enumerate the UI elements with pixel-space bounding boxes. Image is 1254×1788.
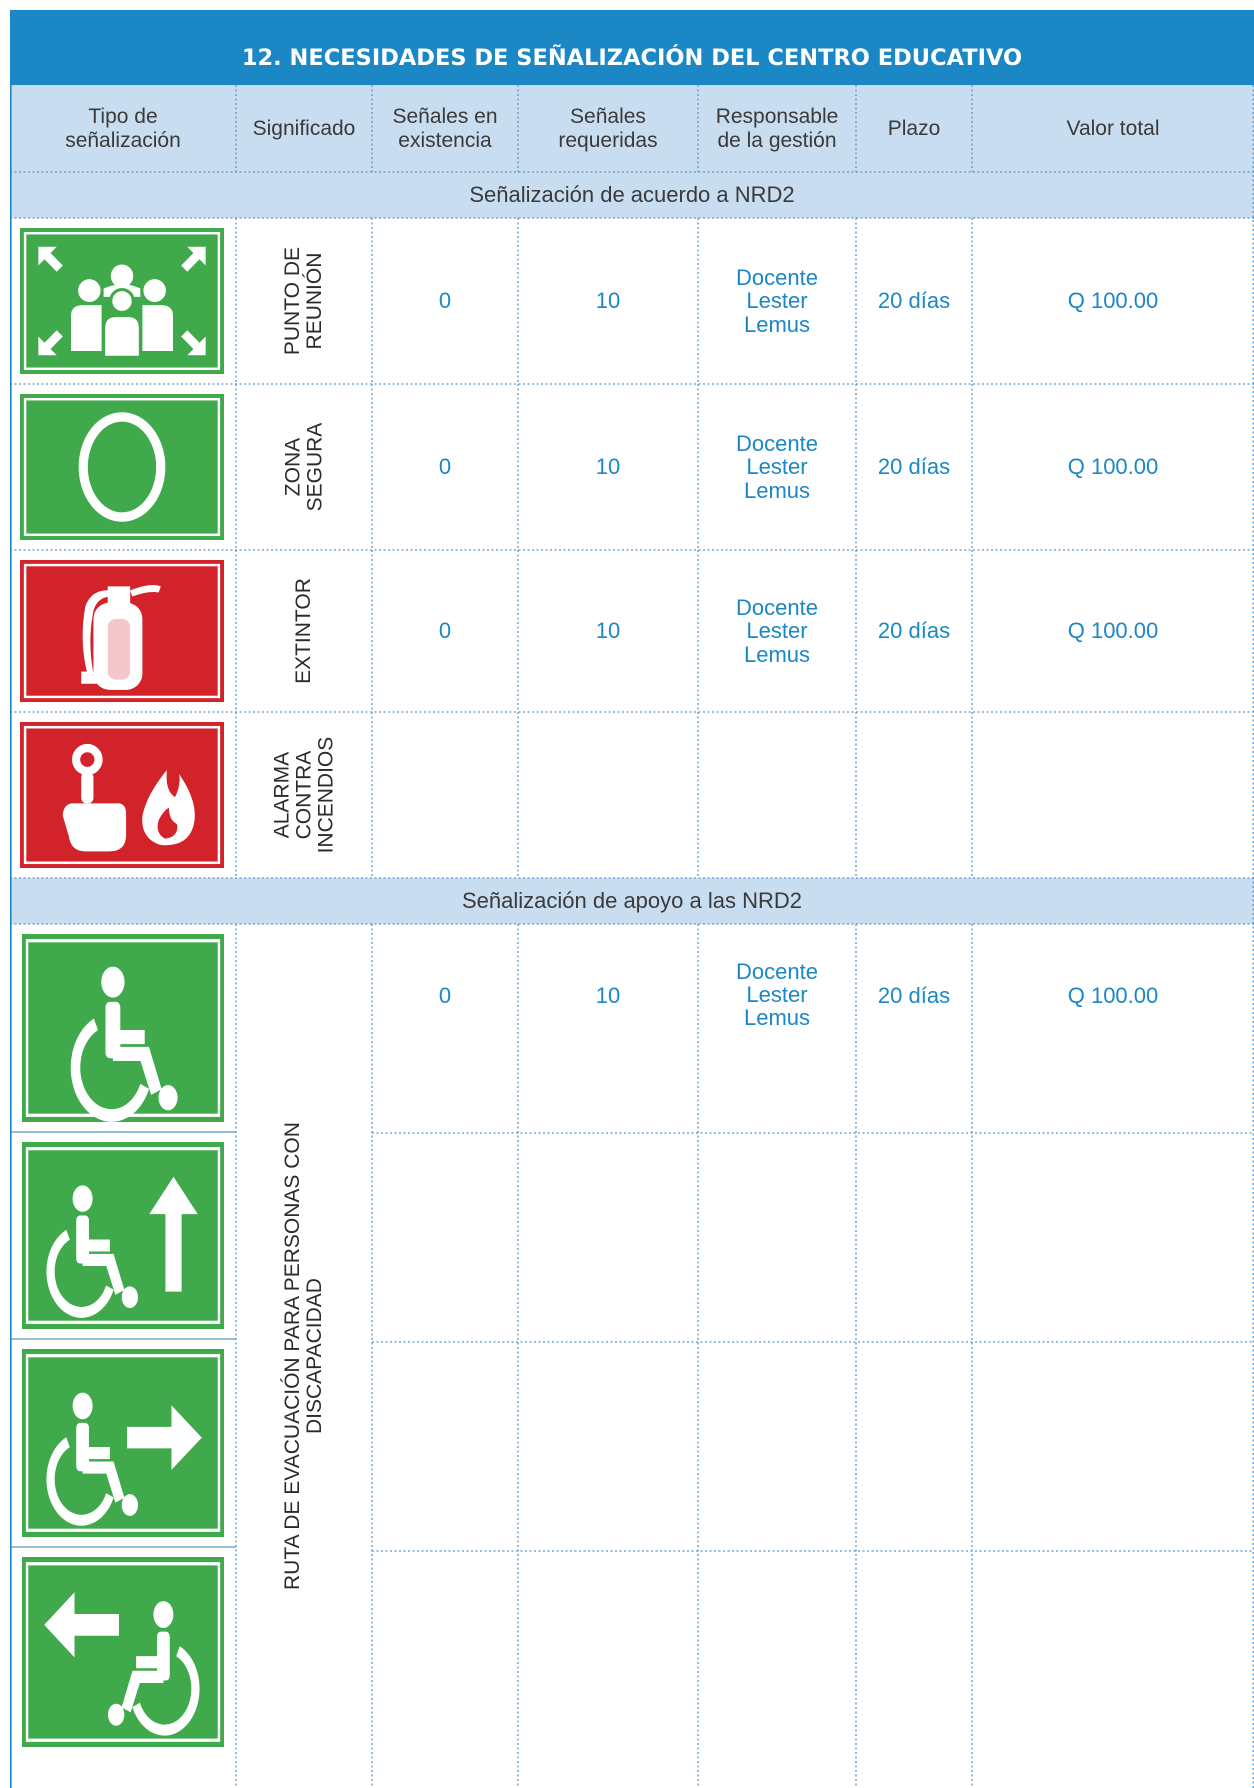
cell-required: 10 (595, 618, 621, 644)
meaning-text: ALARMA CONTRA INCENDIOS (269, 736, 338, 854)
cell-responsible: Docente Lester Lemus (736, 265, 818, 337)
cell-total (972, 712, 1254, 878)
cell-total: Q 100.00 (1067, 454, 1159, 480)
cell-responsible: Docente Lester Lemus (736, 431, 818, 503)
cell-total (972, 1133, 1254, 1342)
cell-deadline: 20 días (877, 983, 951, 1008)
fire-extinguisher-sign-icon (20, 560, 224, 702)
cell-deadline: 20 días (877, 618, 951, 644)
accessibility-sign-icon (22, 934, 224, 1122)
meaning-text: EXTINTOR (291, 578, 315, 684)
cell-existing: 0 (438, 288, 452, 314)
cell-responsible: Docente Lester Lemus (736, 959, 818, 1031)
meaning-label (236, 924, 372, 1788)
meaning-text: ZONA SEGURA (280, 422, 326, 512)
cell-existing: 0 (438, 454, 452, 480)
cell-responsible (698, 1342, 856, 1551)
cell-required (518, 1551, 698, 1788)
accessible-route-up-sign-icon (22, 1142, 224, 1329)
cell-deadline (856, 712, 972, 878)
accessible-route-right-sign-icon (22, 1349, 224, 1537)
cell-deadline: 20 días (877, 288, 951, 314)
section-header: Señalización de apoyo a las NRD2 (10, 878, 1254, 924)
cell-required: 10 (595, 288, 621, 314)
cell-existing (372, 1551, 518, 1788)
safe-zone-sign-icon (20, 394, 224, 540)
column-header: Tipo de señalización (10, 85, 236, 172)
cell-existing (372, 1133, 518, 1342)
cell-deadline: 20 días (877, 454, 951, 480)
cell-required (518, 712, 698, 878)
meaning-label (236, 712, 372, 878)
meaning-label (236, 384, 372, 550)
cell-required: 10 (595, 983, 621, 1008)
column-header: Señales requeridas (518, 85, 698, 172)
table-title: 12. NECESIDADES DE SEÑALIZACIÓN DEL CENTRO EDUCATIVO (10, 10, 1254, 85)
cell-existing (372, 1342, 518, 1551)
cell-existing: 0 (438, 618, 452, 644)
cell-responsible (698, 712, 856, 878)
cell-deadline (856, 1133, 972, 1342)
cell-total: Q 100.00 (1067, 618, 1159, 644)
cell-deadline (856, 1342, 972, 1551)
column-header: Valor total (972, 85, 1254, 172)
meaning-label (236, 550, 372, 712)
meaning-text: PUNTO DE REUNIÓN (280, 246, 326, 356)
cell-responsible (698, 1133, 856, 1342)
cell-total: Q 100.00 (1067, 288, 1159, 314)
accessible-route-left-sign-icon (22, 1557, 224, 1747)
cell-responsible: Docente Lester Lemus (736, 595, 818, 667)
fire-alarm-sign-icon (20, 722, 224, 868)
column-header: Señales en existencia (372, 85, 518, 172)
column-header: Responsable de la gestión (698, 85, 856, 172)
meaning-label (236, 218, 372, 384)
cell-required (518, 1133, 698, 1342)
cell-existing (372, 712, 518, 878)
cell-existing: 0 (438, 983, 452, 1008)
cell-deadline (856, 1551, 972, 1788)
meaning-text: RUTA DE EVACUACIÓN PARA PERSONAS CON DISCAPACIDAD (280, 1122, 326, 1590)
cell-responsible (698, 1551, 856, 1788)
cell-required: 10 (595, 454, 621, 480)
cell-required (518, 1342, 698, 1551)
assembly-point-sign-icon (20, 228, 224, 374)
column-header: Plazo (856, 85, 972, 172)
cell-total (972, 1342, 1254, 1551)
column-header: Significado (236, 85, 372, 172)
signage-needs-table (10, 10, 1254, 1788)
section-header: Señalización de acuerdo a NRD2 (10, 172, 1254, 218)
cell-total (972, 1551, 1254, 1788)
cell-total: Q 100.00 (1067, 983, 1159, 1008)
